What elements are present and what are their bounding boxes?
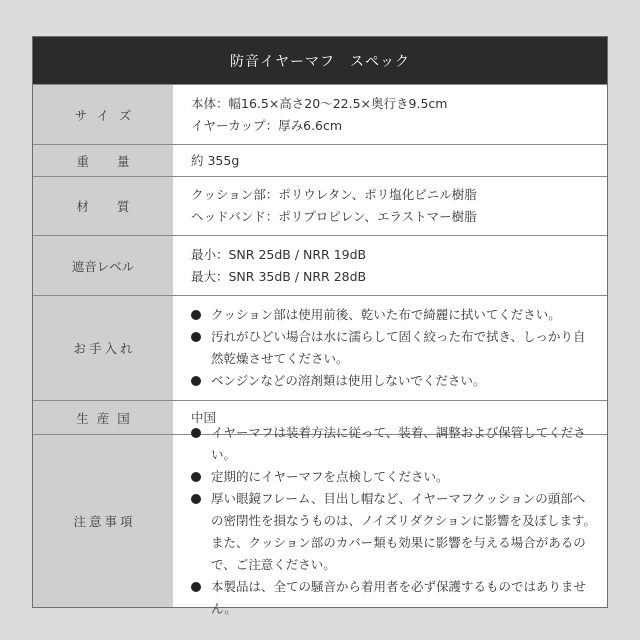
spec-table-title: 防音イヤーマフ スペック <box>33 37 607 84</box>
bullet-item <box>191 370 597 392</box>
bullet-text: ベンジンなどの溶剤類は使用しないでください。 <box>211 373 486 388</box>
spec-label <box>33 177 173 235</box>
spec-value <box>173 177 607 235</box>
bullet-dot-icon <box>191 472 201 482</box>
spec-row-precautions <box>33 425 607 616</box>
spec-label <box>33 296 173 400</box>
bullet-dot-icon <box>191 376 201 386</box>
bullet-dot-icon <box>191 332 201 342</box>
spec-label <box>33 401 173 434</box>
spec-label-text: お手入れ <box>73 341 136 356</box>
spec-row-care <box>33 295 607 400</box>
spec-label-text: サイズ <box>74 107 142 123</box>
bullet-item <box>191 304 597 326</box>
spec-value <box>173 145 607 176</box>
bullet-text: 定期的にイヤーマフを点検してください。 <box>211 469 449 484</box>
spec-label <box>33 85 173 144</box>
bullet-item <box>191 488 597 576</box>
spec-value-line: 約 355g <box>191 152 240 168</box>
spec-value <box>173 236 607 295</box>
bullet-dot-icon <box>191 310 201 320</box>
spec-value-line: 最大：SNR 35dB / NRR 28dB <box>191 268 367 284</box>
spec-label-text: 遮音レベル <box>71 258 135 274</box>
spec-label <box>33 145 173 176</box>
bullet-text: 厚い眼鏡フレーム、目出し帽など、イヤーマフクッションの頭部への密閉性を損なうものは、ノイズリダクションに影響を及ぼします。また、クッション部のカバー類も効果に影響を与える場合があるので、ご注意ください。 <box>211 491 597 572</box>
spec-label-text: 重量 <box>76 153 158 169</box>
bullet-text: クッション部は使用前後、乾いた布で綺麗に拭いてください。 <box>211 307 561 322</box>
bullet-dot-icon <box>191 428 201 438</box>
spec-value-line: ヘッドバンド：ポリプロピレン、エラストマー樹脂 <box>191 209 477 224</box>
bullet-item <box>191 326 597 370</box>
spec-table <box>32 36 608 616</box>
spec-value-line: 本体：幅16.5×高さ20〜22.5×奥行き9.5cm <box>191 95 448 111</box>
spec-row-weight <box>33 144 607 176</box>
spec-value <box>173 85 607 144</box>
bullet-item <box>191 422 597 466</box>
spec-value-line: イヤーカップ：厚み6.6cm <box>191 117 343 133</box>
bullet-text: 汚れがひどい場合は水に濡らして固く絞った布で拭き、しっかり自然乾燥させてください。 <box>211 329 586 366</box>
bullet-dot-icon <box>191 494 201 504</box>
bullet-item <box>191 576 597 620</box>
spec-label <box>33 435 173 607</box>
spec-value <box>173 425 607 616</box>
spec-value-line: 中国 <box>191 409 217 425</box>
spec-label-text: 注意事項 <box>73 514 136 529</box>
spec-label <box>33 236 173 295</box>
spec-value-line: 最小：SNR 25dB / NRR 19dB <box>191 246 367 262</box>
spec-label-text: 材質 <box>76 199 158 214</box>
bullet-text: イヤーマフは装着方法に従って、装着、調整および保管してください。 <box>211 425 586 462</box>
bullet-dot-icon <box>191 582 201 592</box>
spec-value-line: クッション部：ポリウレタン、ポリ塩化ビニル樹脂 <box>191 187 477 202</box>
spec-row-material <box>33 176 607 235</box>
bullet-text: 本製品は、全ての騒音から着用者を必ず保護するものではありません。 <box>211 579 587 616</box>
spec-value <box>173 296 607 400</box>
spec-label-text: 生産国 <box>76 410 138 426</box>
bullet-item <box>191 466 597 488</box>
spec-row-noise-reduction <box>33 235 607 295</box>
spec-row-size <box>33 84 607 144</box>
